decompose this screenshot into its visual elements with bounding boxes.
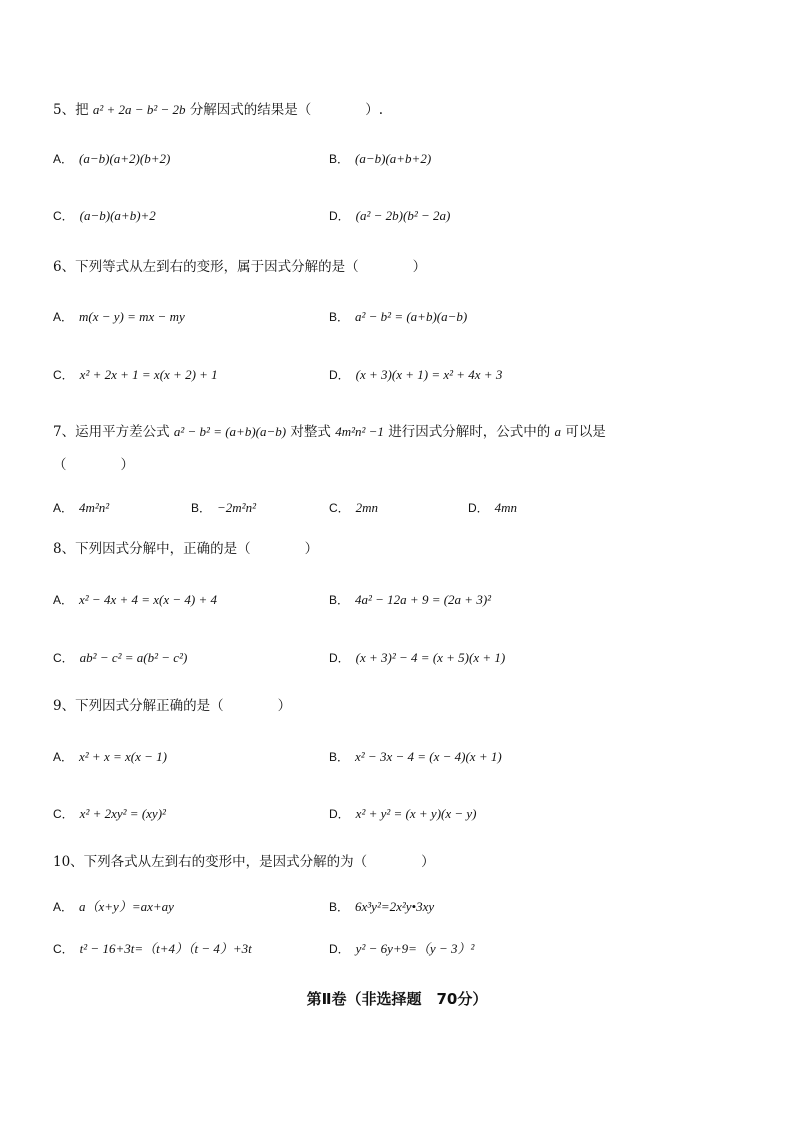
option-label: A． — [53, 900, 74, 914]
question-7-stem — [53, 423, 606, 441]
option-label: B． — [191, 501, 212, 515]
option-label: D． — [468, 501, 489, 515]
option-text: (a−b)(a+b+2) — [355, 151, 432, 166]
option-text: x² + 2xy² = (xy)² — [79, 806, 166, 821]
option-label: A． — [53, 310, 74, 324]
question-10-stem: 10、下列各式从左到右的变形中，是因式分解的为（ ） — [53, 854, 435, 870]
question-5-option-a[interactable] — [53, 150, 170, 169]
option-text: (a−b)(a+2)(b+2) — [79, 151, 171, 166]
question-10-option-c[interactable] — [53, 940, 252, 959]
option-label: A． — [53, 593, 74, 607]
question-10-option-a[interactable] — [53, 898, 174, 917]
option-text: ab² − c² = a(b² − c²) — [79, 650, 188, 665]
option-label: A． — [53, 152, 74, 166]
question-8-option-a[interactable] — [53, 591, 217, 610]
question-8-option-d[interactable] — [329, 649, 505, 668]
question-9-option-d[interactable] — [329, 805, 477, 824]
question-7-option-c[interactable] — [329, 499, 378, 518]
question-9-option-a[interactable] — [53, 748, 167, 767]
question-5-option-c[interactable] — [53, 207, 156, 226]
stem-text: 可以是 — [565, 424, 606, 440]
option-label: B． — [329, 310, 350, 324]
option-text: x² + y² = (x + y)(x − y) — [355, 806, 477, 821]
question-6-option-c[interactable] — [53, 366, 218, 385]
option-label: B． — [329, 750, 350, 764]
option-text: x² − 3x − 4 = (x − 4)(x + 1) — [355, 749, 502, 764]
stem-text: 7、运用平方差公式 — [53, 424, 170, 440]
stem-math: a² + 2a − b² − 2b — [92, 102, 186, 117]
option-text: x² − 4x + 4 = x(x − 4) + 4 — [79, 592, 218, 607]
option-label: D． — [329, 209, 350, 223]
option-label: A． — [53, 750, 74, 764]
option-label: B． — [329, 152, 350, 166]
option-label: C． — [53, 807, 74, 821]
option-text: y² − 6y+9=（y − 3）² — [355, 941, 475, 956]
option-label: C． — [53, 651, 74, 665]
stem-text: 分解因式的结果是（ ）. — [189, 102, 384, 118]
question-10-option-b[interactable] — [329, 898, 434, 917]
question-7-option-a[interactable] — [53, 499, 109, 518]
option-text: x² + x = x(x − 1) — [79, 749, 167, 764]
question-9-stem: 9、下列因式分解正确的是（ ） — [53, 698, 292, 714]
option-text: m(x − y) = mx − my — [79, 309, 185, 324]
option-text: a（x+y）=ax+ay — [79, 899, 174, 914]
question-9-option-b[interactable] — [329, 748, 502, 767]
option-text: 2mn — [355, 500, 379, 515]
option-text: (x + 3)² − 4 = (x + 5)(x + 1) — [355, 650, 506, 665]
question-5-option-d[interactable] — [329, 207, 450, 226]
question-7-option-b[interactable] — [191, 499, 256, 518]
option-label: C． — [53, 209, 74, 223]
question-8-stem: 8、下列因式分解中，正确的是（ ） — [53, 541, 319, 557]
question-8-option-b[interactable] — [329, 591, 491, 610]
stem-text: 对整式 — [290, 424, 331, 440]
question-8-option-c[interactable] — [53, 649, 187, 668]
question-5-stem — [53, 101, 383, 119]
question-6-stem: 6、下列等式从左到右的变形，属于因式分解的是（ ） — [53, 259, 427, 275]
stem-math: a² − b² = (a+b)(a−b) — [173, 424, 287, 439]
option-text: (x + 3)(x + 1) = x² + 4x + 3 — [355, 367, 503, 382]
option-label: D． — [329, 368, 350, 382]
question-6-option-a[interactable] — [53, 308, 185, 327]
option-label: D． — [329, 807, 350, 821]
stem-math: 4m²n² −1 — [335, 424, 384, 439]
question-7-option-d[interactable] — [468, 499, 517, 518]
stem-text: 进行因式分解时，公式中的 — [388, 424, 551, 440]
option-text: 4mn — [494, 500, 518, 515]
option-label: D． — [329, 651, 350, 665]
stem-text: 5、把 — [53, 102, 89, 118]
option-text: 4m²n² — [79, 500, 110, 515]
option-text: x² + 2x + 1 = x(x + 2) + 1 — [79, 367, 218, 382]
option-text: t² − 16+3t=（t+4）（t − 4）+3t — [79, 941, 252, 956]
question-5-option-b[interactable] — [329, 150, 431, 169]
option-text: 6x³y²=2x²y•3xy — [355, 899, 435, 914]
option-text: a² − b² = (a+b)(a−b) — [355, 309, 468, 324]
option-text: (a² − 2b)(b² − 2a) — [355, 208, 451, 223]
question-6-option-d[interactable] — [329, 366, 502, 385]
option-label: A． — [53, 501, 74, 515]
option-label: B． — [329, 900, 350, 914]
option-text: 4a² − 12a + 9 = (2a + 3)² — [355, 592, 492, 607]
section-title: 第Ⅱ卷（非选择题 70分） — [306, 990, 488, 1008]
option-text: (a−b)(a+b)+2 — [79, 208, 156, 223]
option-label: C． — [329, 501, 350, 515]
option-label: C． — [53, 942, 74, 956]
option-label: B． — [329, 593, 350, 607]
question-7-stem-line2: （ ） — [53, 457, 134, 473]
question-10-option-d[interactable] — [329, 940, 474, 959]
option-label: D． — [329, 942, 350, 956]
question-6-option-b[interactable] — [329, 308, 467, 327]
stem-math: a — [554, 424, 561, 439]
option-text: −2m²n² — [217, 500, 256, 515]
question-9-option-c[interactable] — [53, 805, 166, 824]
option-label: C． — [53, 368, 74, 382]
